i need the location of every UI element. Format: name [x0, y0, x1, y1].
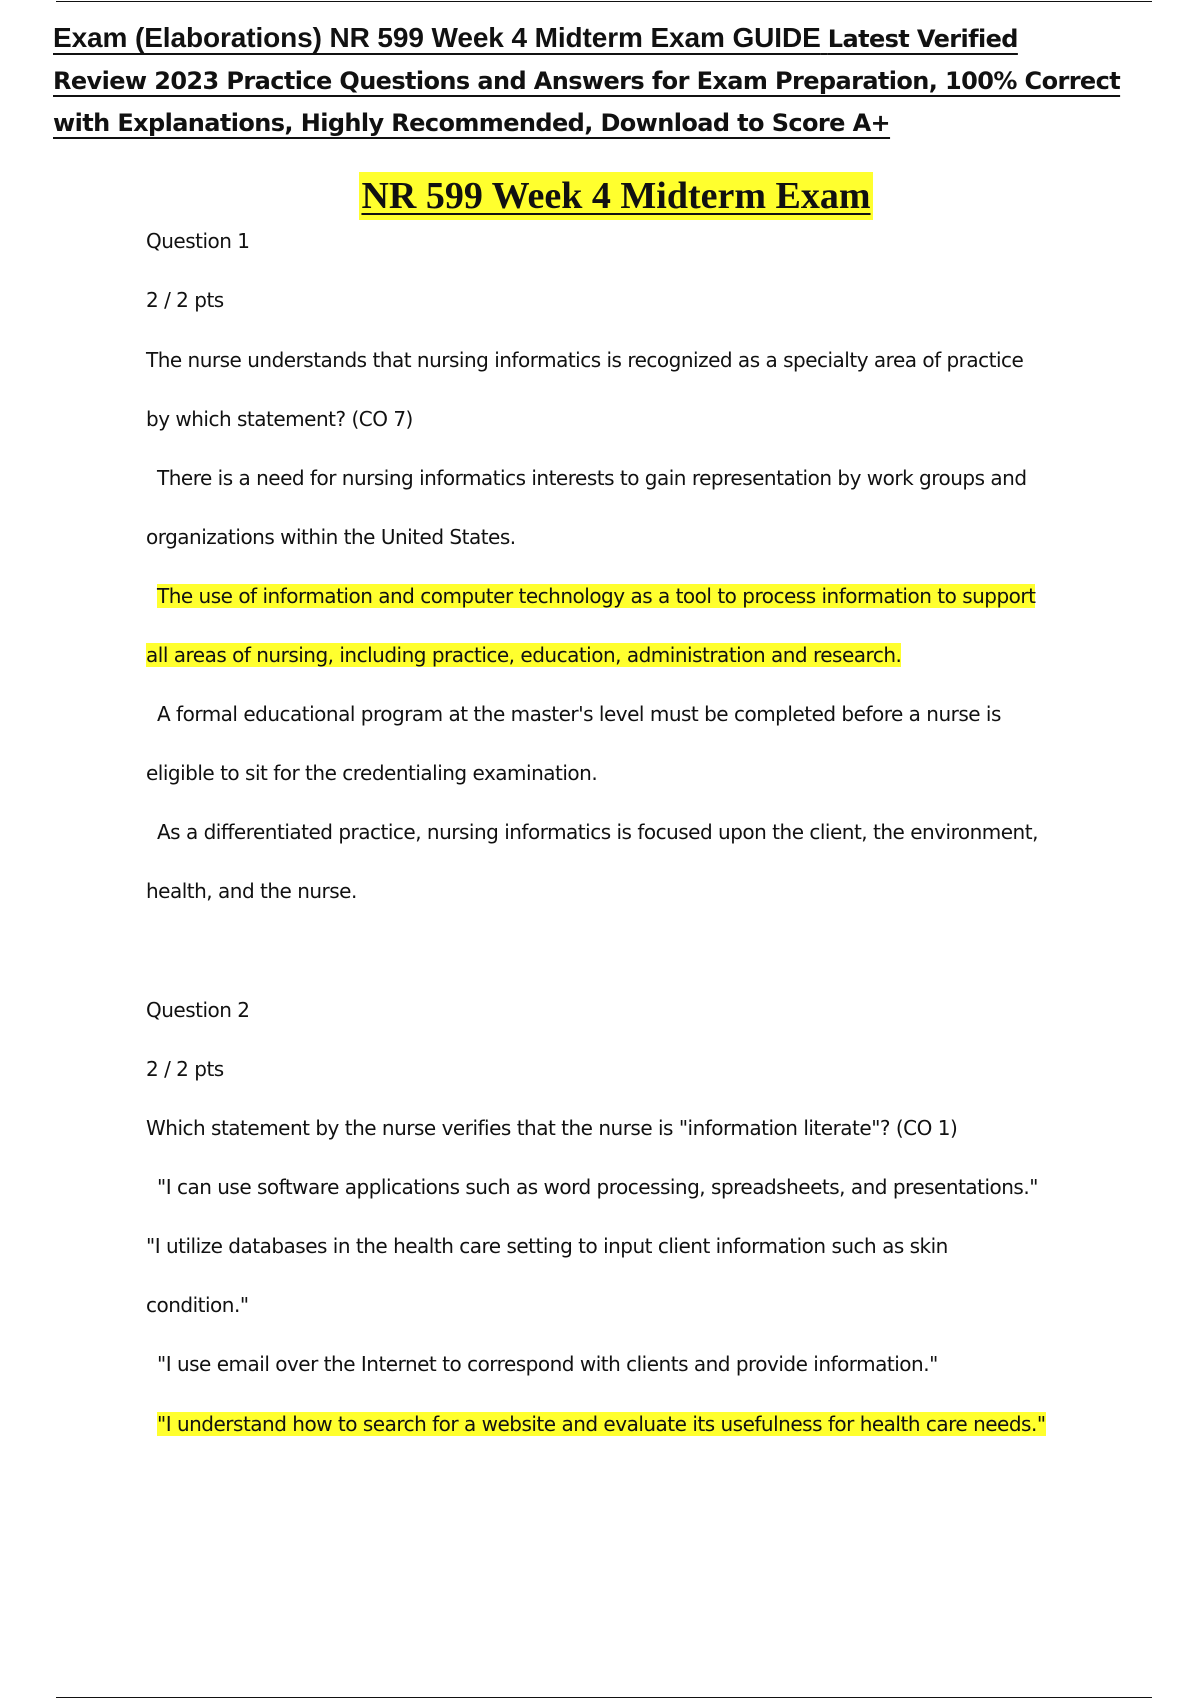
- question-2-points: 2 / 2 pts: [146, 1057, 224, 1081]
- question-1-points: 2 / 2 pts: [146, 288, 224, 312]
- q1-option-a-line-1: There is a need for nursing informatics interests to gain representation by work groups and: [157, 466, 1027, 490]
- q2-option-b-line-2: condition.": [146, 1293, 249, 1317]
- title-main: Exam (Elaborations) NR 599 Week 4 Midterm Exam GUIDE: [53, 22, 821, 53]
- q2-option-a: "I can use software applications such as word processing, spreadsheets, and presentations.": [157, 1175, 1038, 1199]
- document-title: [53, 17, 1153, 144]
- q1-option-c-line-1: A formal educational program at the master's level must be completed before a nurse is: [157, 702, 1001, 726]
- q1-option-d-line-2: health, and the nurse.: [146, 879, 357, 903]
- title-rest: Latest Verified: [827, 25, 1018, 53]
- exam-heading-container: [0, 172, 1200, 220]
- question-1-stem-line-1: The nurse understands that nursing informatics is recognized as a specialty area of practice: [146, 348, 1024, 372]
- q2-correct-answer: "I understand how to search for a website and evaluate its usefulness for health care needs.": [157, 1412, 1046, 1436]
- exam-heading: NR 599 Week 4 Midterm Exam: [359, 172, 872, 220]
- question-2-stem: Which statement by the nurse verifies that the nurse is "information literate"? (CO 1): [146, 1116, 958, 1140]
- q2-option-b-line-1: "I utilize databases in the health care setting to input client information such as skin: [146, 1234, 948, 1258]
- q1-option-a-line-2: organizations within the United States.: [146, 525, 516, 549]
- bottom-rule: [56, 1697, 1152, 1698]
- question-2-label: Question 2: [146, 998, 250, 1022]
- q1-option-d-line-1: As a differentiated practice, nursing informatics is focused upon the client, the environment,: [157, 820, 1038, 844]
- q1-correct-answer-line-2: all areas of nursing, including practice, education, administration and research.: [146, 643, 902, 667]
- q1-correct-answer-line-1: The use of information and computer technology as a tool to process information to support: [157, 584, 1036, 608]
- question-1-stem-line-2: by which statement? (CO 7): [146, 407, 413, 431]
- q2-option-c: "I use email over the Internet to correspond with clients and provide information.": [157, 1352, 938, 1376]
- q1-option-b-line-2: [146, 641, 901, 669]
- q1-option-b-line-1: [146, 582, 1035, 610]
- q2-option-d: [146, 1410, 1046, 1438]
- question-1-label: Question 1: [146, 229, 250, 253]
- top-rule: [56, 1, 1152, 2]
- q1-option-c-line-2: eligible to sit for the credentialing examination.: [146, 761, 598, 785]
- title-line-3: with Explanations, Highly Recommended, Download to Score A+: [53, 109, 891, 137]
- title-line-2: Review 2023 Practice Questions and Answers for Exam Preparation, 100% Correct: [53, 67, 1121, 95]
